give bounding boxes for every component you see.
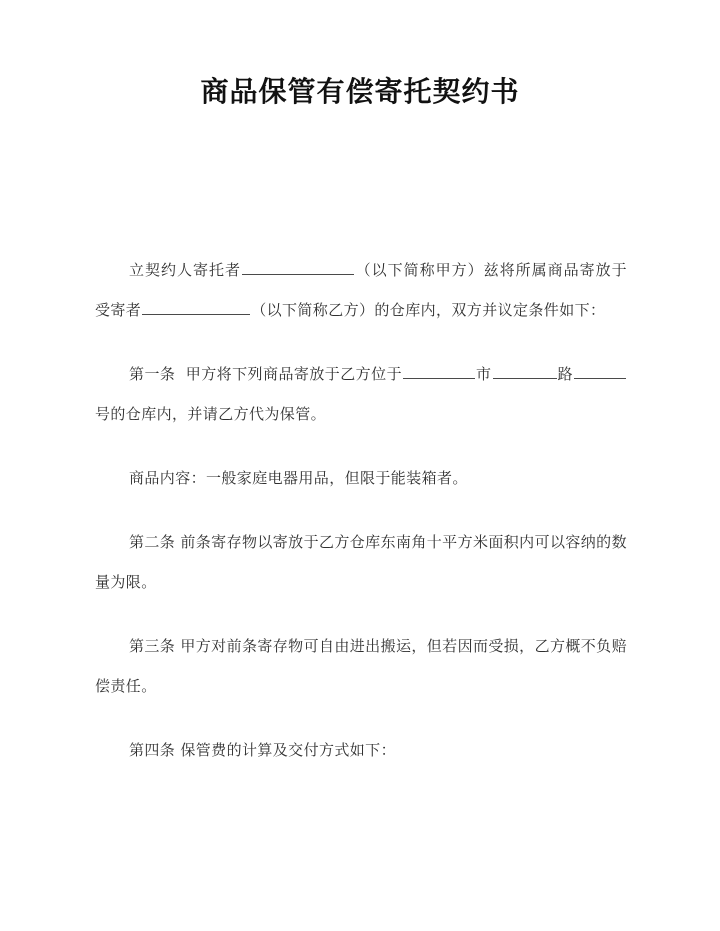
blank-field-road[interactable] (493, 364, 557, 379)
document-body (95, 250, 627, 770)
article-1-number: 第一条 (129, 365, 176, 383)
blank-field-number[interactable] (574, 364, 626, 379)
article-1-spacer (175, 365, 185, 383)
blank-field-consignor[interactable] (242, 260, 354, 275)
paragraph-article-4: 第四条 保管费的计算及交付方式如下： (129, 741, 396, 759)
article-1-text-1: 甲方将下列商品寄放于乙方位于 (185, 365, 403, 383)
page-title: 商品保管有偿寄托契约书 (200, 75, 520, 108)
blank-field-consignee[interactable] (142, 300, 250, 315)
article-1-text-2: 市 (476, 365, 492, 383)
blank-field-city[interactable] (403, 364, 475, 379)
paragraph-article-2: 第二条 前条寄存物以寄放于乙方仓库东南角十平方米面积内可以容纳的数量为限。 (95, 533, 627, 591)
paragraph-article-1 (95, 354, 627, 434)
article-1-text-3: 路 (557, 365, 574, 383)
paragraph-article-3: 第三条 甲方对前条寄存物可自由进出搬运，但若因而受损，乙方概不负赔偿责任。 (95, 637, 627, 695)
paragraph-preamble (95, 250, 627, 330)
paragraph-goods-content: 商品内容：一般家庭电器用品，但限于能装箱者。 (129, 469, 468, 487)
preamble-text-1: 立契约人寄托者 (129, 261, 241, 279)
preamble-text-3: （以下简称乙方）的仓库内，双方并议定条件如下： (251, 301, 606, 319)
article-1-text-4: 号的仓库内，并请乙方代为保管。 (95, 405, 327, 423)
preamble-text-2: （以下简称甲方）兹将所属商品寄放于受寄者 (95, 261, 627, 319)
